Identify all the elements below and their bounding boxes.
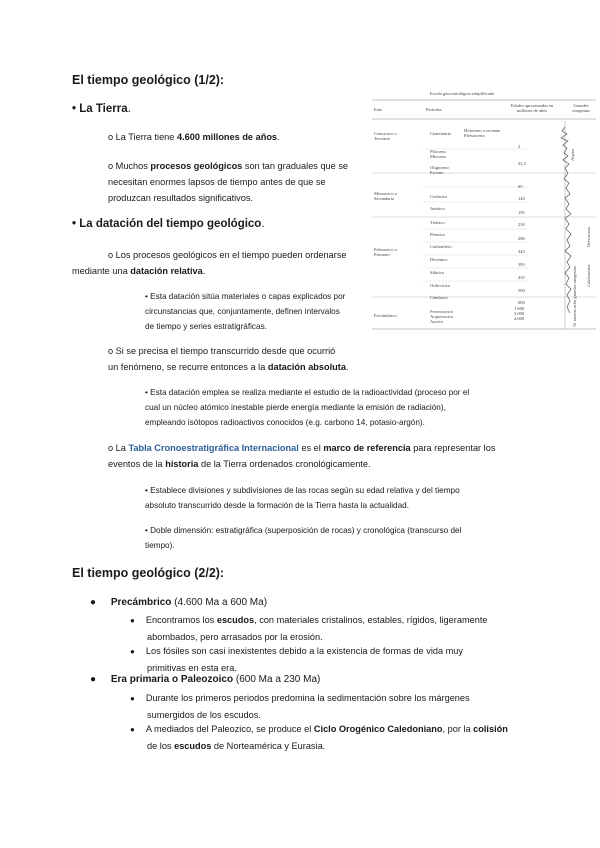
orogeny-caledoniana: Caledoniana [586, 264, 591, 287]
era-precambrico: Precámbrico [374, 313, 397, 318]
precambrico-item-escudos: ● Encontramos los escudos, con materiales cristalinos, estables, rígidos, ligeramente abombados, pero arrasados por la erosión. [130, 615, 488, 642]
period-cambrico: Cámbrico [430, 295, 448, 300]
datacion-absoluta-detail: • Esta datación emplea se realiza mediante el estudio de la radioactividad (proceso por el cual un núcleo atómico inestable pierde energía mediante la emisión de radiación), empleando isótopos radioactivos conocidos (e.g. carbono 14, potasio-argón). [145, 388, 470, 427]
period-oligoceno-eoceno: Oligoceno Eoceno [430, 165, 449, 175]
paleozoico-item-sedimentacion: ● Durante los primeros periodos predomina la sedimentación sobre los márgenes sumergidos de los escudos. [130, 693, 470, 720]
section-title-1: El tiempo geológico (1/2): [72, 73, 225, 87]
figure-caption: Escala geocronológica simplificada [430, 91, 494, 96]
bullet-glyph: ● [130, 647, 135, 656]
age-22-5: 22,5 [518, 161, 526, 166]
geologic-time-table-figure [368, 87, 600, 334]
era-cenozoico: Cenozoico o Terciario [374, 131, 397, 141]
period-cuaternario: Cuaternario [430, 131, 452, 136]
header-edades: Edades aproximadas en millones de años [510, 103, 554, 113]
bullet-glyph: ● [130, 616, 135, 625]
datacion-relativa-paragraph: o Los procesos geológicos en el tiempo pueden ordenarse mediante una datación relativa. [72, 250, 347, 276]
age-600: 600 [518, 300, 525, 305]
orogeny-alpina: Alpina [570, 148, 575, 161]
tabla-detail-dimension: • Doble dimensión: estratigráfica (superposición de rocas) y cronológica (transcurso del tiempo). [145, 526, 462, 550]
datacion-relativa-detail: • Esta datación sitúa materiales o capas explicados por circunstancias que, conjuntamente, definen intervalos de tiempo y series estratigráficas. [145, 292, 346, 331]
period-jurasico: Jurásico [430, 206, 445, 211]
period-plioceno-mioceno: Plioceno Mioceno [430, 149, 446, 159]
procesos-paragraph: o Muchos procesos geológicos son tan graduales que se necesitan enormes lapsos de tiempo antes de que se produzcan resultados significativos. [108, 161, 349, 203]
bullet-glyph: • [72, 218, 80, 230]
header-orogenias: Grandes orogenias [572, 103, 590, 113]
era-mesozoico: Mesozoico o Secundario [374, 191, 398, 201]
age-2: 2 [518, 144, 521, 149]
age-395: 395 [518, 262, 525, 267]
precambrico-item-fosiles: ● Los fósiles son casi inexistentes debido a la existencia de formas de vida muy primitivas en esta era. [130, 646, 463, 673]
bullet-glyph: ● [90, 597, 97, 608]
heading-datacion: • La datación del tiempo geológico. [72, 218, 265, 230]
era-paleozoico: Paleozoico o Primario [374, 247, 398, 257]
bullet-glyph: ● [130, 725, 135, 734]
tierra-age-line: o La Tierra tiene 4.600 millones de años. [108, 132, 280, 142]
bullet-glyph: ● [90, 674, 97, 685]
header-eras: Eras [374, 107, 382, 112]
age-280: 280 [518, 236, 525, 241]
age-140: 140 [518, 196, 525, 201]
paleozoico-item-caledoniano: ● A mediados del Paleozico, se produce el Ciclo Orogénico Caledoniano, por la colisión de los escudos de Norteamérica y Eurasia. [130, 724, 508, 751]
age-195: 195 [518, 210, 525, 215]
period-ordovicico: Ordovícico [430, 283, 451, 288]
section-title-2: El tiempo geológico (2/2): [72, 566, 225, 580]
tabla-cronoestratigrafica-link[interactable]: Tabla Cronoestratigráfica Internacional [128, 443, 299, 453]
period-silurico: Silúrico [430, 270, 445, 275]
period-carbonifero: Carbonífero [430, 244, 452, 249]
age-435: 435 [518, 275, 525, 280]
datacion-absoluta-paragraph: o Si se precisa el tiempo transcurrido desde que ocurrió un fenómeno, se recurre entonces a la datación absoluta. [108, 346, 349, 372]
period-proterozoico: Proterozoico Arqueozoico Azoico [430, 309, 454, 324]
period-cretacico: Cretácico [430, 194, 448, 199]
orogeny-herciniana: Herciniana [586, 227, 591, 247]
age-345: 345 [518, 249, 525, 254]
age-precambrian: 1.600 3.000 4.600 [514, 306, 525, 321]
heading-la-tierra: • La Tierra. [72, 103, 131, 115]
paleozoico-heading: ● Era primaria o Paleozoico (600 Ma a 230 Ma) [90, 674, 321, 685]
tabla-detail-divisiones: • Establece divisiones y subdivisiones de las rocas según su edad relativa y del tiempo absoluto transcurrido desde la formación de la Tierra hasta la actualidad. [145, 486, 460, 510]
header-periodos: Periodos [426, 107, 442, 112]
period-permico: Pérmico [430, 232, 445, 237]
geologic-time-table-drawing [368, 87, 600, 334]
age-65: 65 [518, 184, 523, 189]
period-devonico: Devónico [430, 257, 448, 262]
age-500: 500 [518, 288, 525, 293]
tabla-paragraph: o La Tabla Cronoestratigráfica Internacional es el marco de referencia para representar los eventos de la historia de la Tierra ordenados cronológicamente. [108, 443, 496, 469]
age-230: 230 [518, 222, 525, 227]
orogeny-precambrian: Al menos ocho grandes orogenias [572, 266, 577, 327]
period-note-holoceno: Holoceno o reciente Pleistoceno [464, 128, 501, 138]
bullet-glyph: ● [130, 694, 135, 703]
bullet-glyph: • [72, 103, 80, 115]
period-triasico: Triásico [430, 220, 445, 225]
precambrico-heading: ● Precámbrico (4.600 Ma a 600 Ma) [90, 597, 268, 608]
